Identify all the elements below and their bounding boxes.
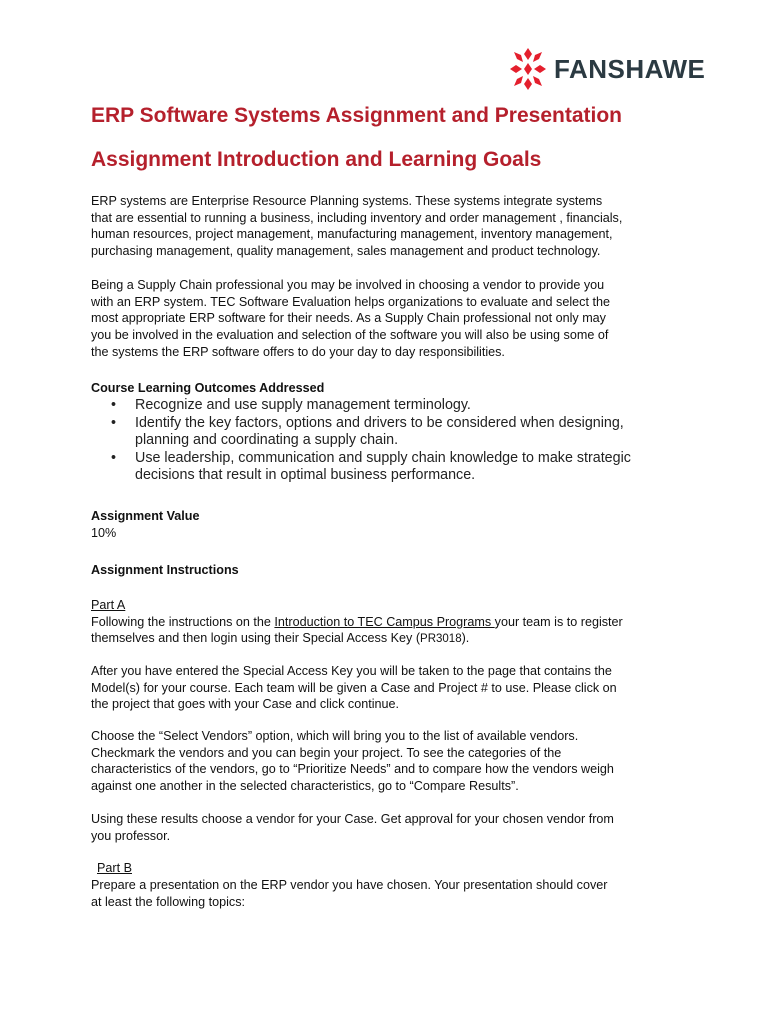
part-b-line: at least the following topics: bbox=[91, 894, 246, 909]
supply-line: Being a Supply Chain professional you may be involved in choosing a vendor to provide you bbox=[91, 278, 605, 292]
value-heading: Assignment Value bbox=[91, 509, 200, 523]
part-a-label: Part A bbox=[91, 598, 126, 612]
vendors-line: Checkmark the vendors and you can begin your project. To see the categories of the bbox=[91, 745, 562, 760]
section-title: Assignment Introduction and Learning Goals bbox=[91, 148, 542, 171]
intro-line: human resources, project management, manufacturing management, inventory management, bbox=[91, 227, 613, 242]
outcome-line: Use leadership, communication and supply chain knowledge to make strategic bbox=[135, 449, 631, 466]
intro-line: that are essential to running a business, including inventory and order management , financials, bbox=[91, 210, 623, 225]
value-amount: 10% bbox=[91, 525, 117, 540]
outcome-line: planning and coordinating a supply chain. bbox=[135, 432, 399, 449]
supply-line: the systems the ERP software offers to do your day to day responsibilities. bbox=[91, 344, 505, 359]
outcome-line: decisions that result in optimal business performance. bbox=[135, 467, 476, 484]
vendors-paragraph bbox=[91, 728, 691, 795]
assignment-value bbox=[91, 508, 691, 541]
fanshawe-logo bbox=[508, 46, 718, 96]
access-paragraph bbox=[91, 663, 691, 713]
list-item bbox=[91, 397, 631, 415]
list-item bbox=[91, 415, 631, 450]
intro-line: purchasing management, quality management, sales management and product technology. bbox=[91, 244, 601, 259]
part-a-text: your team is to register bbox=[494, 614, 623, 629]
instructions-heading: Assignment Instructions bbox=[91, 563, 239, 577]
part-b-line: Prepare a presentation on the ERP vendor you have chosen. Your presentation should cover bbox=[91, 878, 608, 892]
results-paragraph bbox=[91, 811, 691, 844]
outcome-line: Recognize and use supply management terminology. bbox=[135, 397, 471, 413]
document-title: ERP Software Systems Assignment and Presentation bbox=[91, 104, 622, 127]
list-item bbox=[91, 450, 631, 485]
part-a-text: ). bbox=[461, 631, 470, 646]
vendors-line: Choose the “Select Vendors” option, which will bring you to the list of available vendors. bbox=[91, 729, 579, 743]
outcome-line: Identify the key factors, options and drivers to be considered when designing, bbox=[135, 414, 624, 431]
results-line: Using these results choose a vendor for your Case. Get approval for your chosen vendor from bbox=[91, 812, 614, 826]
supply-line: with an ERP system. TEC Software Evaluation helps organizations to evaluate and select the bbox=[91, 294, 610, 309]
bullet-icon: • bbox=[111, 449, 117, 466]
outcomes-list bbox=[91, 397, 631, 485]
access-key: PR3018 bbox=[420, 633, 462, 646]
vendors-line: against one another in the selected characteristics, go to “Compare Results”. bbox=[91, 779, 519, 794]
access-line: After you have entered the Special Access Key you will be taken to the page that contains the bbox=[91, 664, 612, 678]
bullet-icon: • bbox=[111, 397, 117, 413]
access-line: Model(s) for your course. Each team will be given a Case and Project # to use. Please click on bbox=[91, 680, 617, 695]
tec-campus-link[interactable]: Introduction to TEC Campus Programs bbox=[274, 614, 495, 629]
intro-paragraph bbox=[91, 193, 691, 260]
fanshawe-emblem-icon bbox=[508, 46, 548, 92]
part-b bbox=[97, 860, 697, 877]
part-b-body bbox=[91, 877, 691, 910]
part-a-text: Following the instructions on the bbox=[91, 614, 275, 629]
logo-wordmark: FANSHAWE bbox=[554, 54, 706, 84]
bullet-icon: • bbox=[111, 414, 117, 431]
supply-chain-paragraph bbox=[91, 277, 691, 361]
intro-line: ERP systems are Enterprise Resource Planning systems. These systems integrate systems bbox=[91, 194, 603, 208]
outcomes-heading: Course Learning Outcomes Addressed bbox=[91, 381, 325, 395]
access-line: the project that goes with your Case and click continue. bbox=[91, 697, 400, 712]
part-a bbox=[91, 597, 691, 648]
vendors-line: characteristics of the vendors, go to “Prioritize Needs” and to compare how the vendors weigh bbox=[91, 762, 614, 777]
results-line: you professor. bbox=[91, 828, 171, 843]
part-b-label: Part B bbox=[97, 861, 132, 875]
part-a-text: themselves and then login using their Special Access Key ( bbox=[91, 631, 421, 646]
supply-line: you be involved in the evaluation and selection of the software you will also be using some of bbox=[91, 328, 609, 343]
supply-line: most appropriate ERP software for their needs. As a Supply Chain professional not only may bbox=[91, 311, 606, 326]
